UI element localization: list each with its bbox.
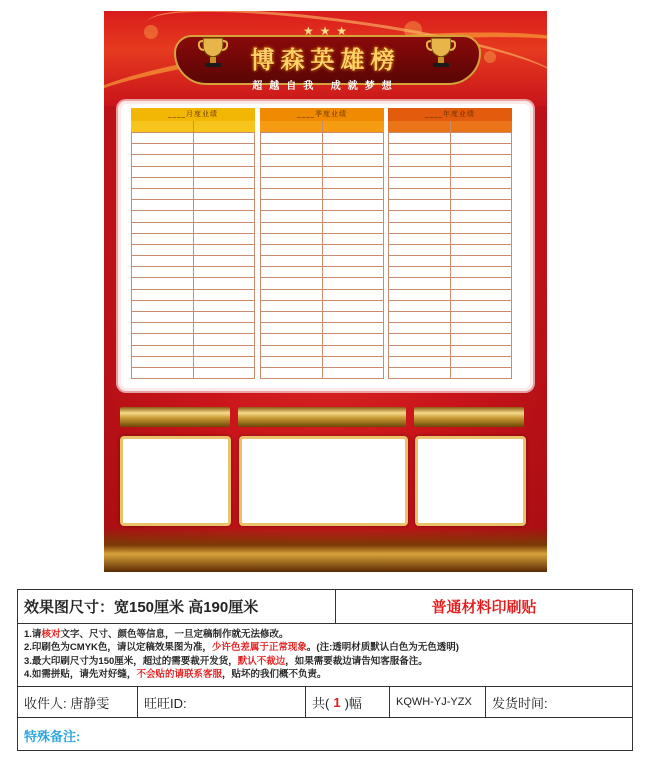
quantity-field: 共( 1 )幅 [306, 687, 390, 718]
table-row [132, 266, 254, 277]
table-row [389, 177, 511, 188]
product-code: KQWH-YJ-YZX [390, 687, 486, 718]
table-row [389, 300, 511, 311]
table-row [261, 300, 383, 311]
table-row [132, 277, 254, 288]
table-row [261, 210, 383, 221]
table-row [389, 277, 511, 288]
table-row [261, 143, 383, 154]
note-line: 1.请核对文字、尺寸、颜色等信息，一旦定稿制作就无法修改。 [24, 629, 289, 640]
column-header: ____月度业绩 [131, 108, 255, 121]
photo-frame [415, 436, 526, 526]
table-row [389, 311, 511, 322]
gold-nameplate [120, 407, 230, 427]
note-line: 2.印刷色为CMYK色，请以定稿效果图为准，少许色差属于正常现象。(注:透明材质默认白色为无色透明) [24, 642, 459, 654]
table-row [389, 333, 511, 344]
table-row [132, 356, 254, 367]
ranking-board-inner [121, 104, 530, 388]
table-row [389, 166, 511, 177]
table-row [132, 132, 254, 143]
table-rows [131, 132, 255, 379]
note-line: 4.如需拼贴，请先对好缝，不会贴的请联系客服，贴坏的我们概不负责。 [24, 668, 327, 680]
table-row [389, 255, 511, 266]
table-row [389, 132, 511, 143]
table-row [132, 166, 254, 177]
column-header: ____季度业绩 [260, 108, 384, 121]
gold-floor-decoration [104, 527, 547, 572]
table-row [389, 266, 511, 277]
table-row [261, 289, 383, 300]
table-row [261, 233, 383, 244]
table-row [261, 356, 383, 367]
table-row [261, 199, 383, 210]
monthly-ranking-column [131, 108, 255, 379]
table-row [132, 222, 254, 233]
photo-frame [239, 436, 408, 526]
table-row [261, 177, 383, 188]
column-subheader [388, 121, 512, 132]
table-row [389, 233, 511, 244]
table-row [261, 132, 383, 143]
special-notes-label: 特殊备注: [24, 729, 81, 744]
table-row [261, 345, 383, 356]
table-row [132, 210, 254, 221]
table-row [132, 300, 254, 311]
note-line: 3.最大印刷尺寸为150厘米，超过的需要裁开发货，默认不裁边，如果需要裁边请告知客服备注。 [24, 655, 428, 667]
gold-nameplate [414, 407, 524, 427]
table-row [132, 311, 254, 322]
column-subheader [260, 121, 384, 132]
quarterly-ranking-column [260, 108, 384, 379]
table-row [132, 255, 254, 266]
table-row [261, 222, 383, 233]
table-row [261, 255, 383, 266]
poster-subtitle: 超越自我 成就梦想 [252, 81, 399, 92]
table-row [261, 277, 383, 288]
table-row [132, 177, 254, 188]
table-row [132, 244, 254, 255]
table-row [261, 367, 383, 378]
table-row [132, 345, 254, 356]
table-row [261, 266, 383, 277]
table-row [261, 244, 383, 255]
table-row [132, 143, 254, 154]
stars-decoration: ★ ★ ★ [303, 24, 348, 38]
column-subheader [131, 121, 255, 132]
table-row [132, 367, 254, 378]
wangwang-id-field: 旺旺ID: [138, 687, 306, 718]
table-row [132, 199, 254, 210]
table-row [389, 244, 511, 255]
table-row [389, 199, 511, 210]
table-row [389, 222, 511, 233]
size-label: 效果图尺寸：宽150厘米 高190厘米 [18, 590, 336, 624]
annual-ranking-column [388, 108, 512, 379]
table-rows [260, 132, 384, 379]
table-row [261, 154, 383, 165]
table-row [132, 289, 254, 300]
table-row [389, 322, 511, 333]
table-row [261, 188, 383, 199]
gold-nameplate [238, 407, 406, 427]
poster-image [104, 11, 547, 572]
poster-title: 博森英雄榜 [250, 45, 401, 74]
table-row [389, 356, 511, 367]
table-row [132, 233, 254, 244]
table-row [389, 188, 511, 199]
material-label: 普通材料印刷贴 [336, 590, 632, 624]
table-row [132, 322, 254, 333]
table-row [389, 154, 511, 165]
table-row [132, 188, 254, 199]
table-row [389, 143, 511, 154]
table-row [389, 345, 511, 356]
ranking-board [118, 101, 533, 391]
recipient-field: 收件人: 唐静雯 [18, 687, 138, 718]
table-rows [388, 132, 512, 379]
table-row [389, 367, 511, 378]
table-row [261, 333, 383, 344]
table-row [261, 311, 383, 322]
photo-frame [120, 436, 231, 526]
ship-time-field: 发货时间: [486, 687, 632, 718]
table-row [261, 166, 383, 177]
print-notes [18, 623, 632, 687]
column-header: ____年度业绩 [388, 108, 512, 121]
table-row [389, 289, 511, 300]
table-row [261, 322, 383, 333]
table-row [132, 154, 254, 165]
order-info-table [17, 589, 633, 751]
table-row [389, 210, 511, 221]
table-row [132, 333, 254, 344]
